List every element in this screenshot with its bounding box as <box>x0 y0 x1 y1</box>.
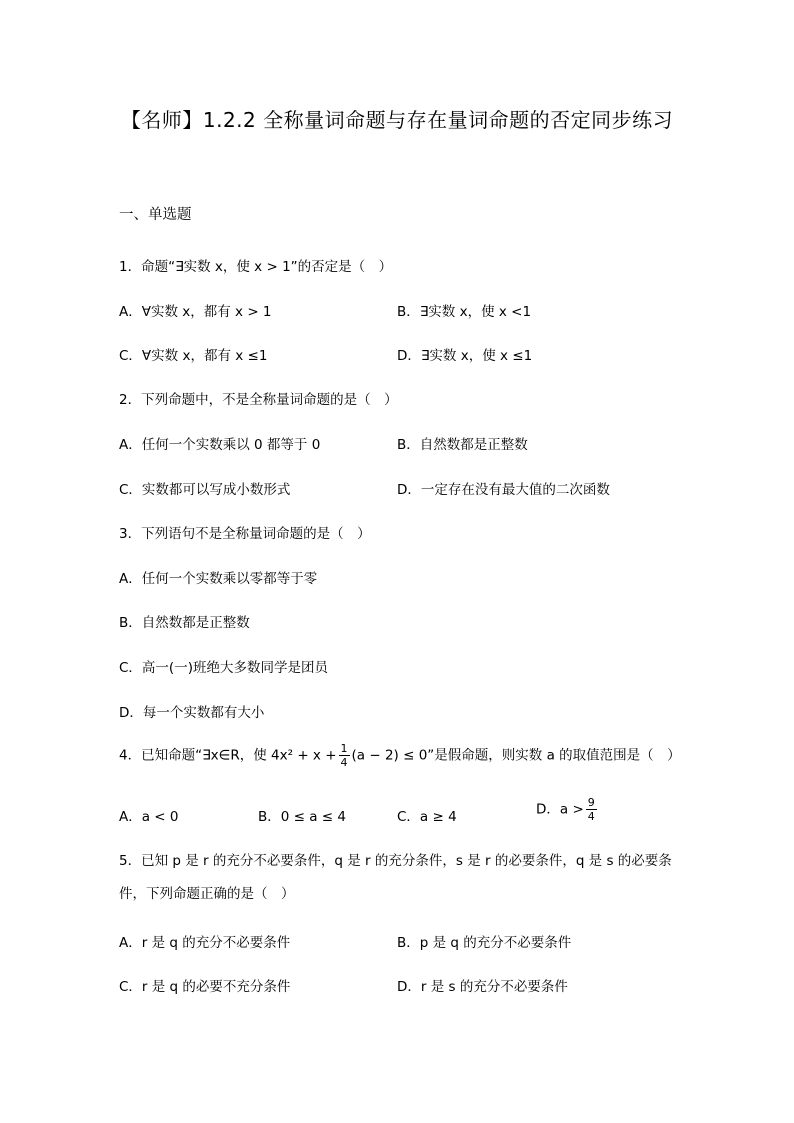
question-4-option-c: C．a ≥ 4 <box>397 809 457 825</box>
question-5-option-c: C．r 是 q 的必要不充分条件 <box>119 979 291 995</box>
question-4-stem <box>119 742 681 769</box>
section-heading: 一、单选题 <box>119 207 192 223</box>
question-3-option-b: B．自然数都是正整数 <box>119 615 250 631</box>
question-1-option-b: B．∃实数 x，使 x <1 <box>397 304 532 320</box>
question-4-option-b: B．0 ≤ a ≤ 4 <box>258 809 347 825</box>
question-2-option-d: D．一定存在没有最大值的二次函数 <box>397 482 610 498</box>
question-4-stem-after: (a − 2) ≤ 0”是假命题，则实数 a 的取值范围是（ ） <box>351 747 681 764</box>
question-3-option-d: D．每一个实数都有大小 <box>119 705 265 721</box>
fraction-numerator: 9 <box>587 796 595 809</box>
question-5-stem: 5．已知 p 是 r 的充分不必要条件，q 是 r 的充分条件，s 是 r 的必要条件，q 是 s 的必要条件，下列命题正确的是（ ） <box>119 853 672 902</box>
question-3-stem: 3．下列语句不是全称量词命题的是（ ） <box>119 526 371 542</box>
question-5-option-a: A．r 是 q 的充分不必要条件 <box>119 935 291 951</box>
question-1-stem: 1．命题“∃实数 x，使 x > 1”的否定是（ ） <box>119 259 393 275</box>
fraction-numerator: 1 <box>340 742 348 755</box>
fraction-denominator: 4 <box>587 810 595 823</box>
question-2-option-c: C．实数都可以写成小数形式 <box>119 482 291 498</box>
fraction-denominator: 4 <box>340 756 348 769</box>
question-1-option-d: D．∃实数 x，使 x ≤1 <box>397 348 533 364</box>
question-3-option-a: A．任何一个实数乘以零都等于零 <box>119 571 318 587</box>
question-5-option-d: D．r 是 s 的充分不必要条件 <box>397 979 568 995</box>
question-3-option-c: C．高一(一)班绝大多数同学是团员 <box>119 660 328 676</box>
question-1-option-c: C．∀实数 x，都有 x ≤1 <box>119 348 268 364</box>
question-4-option-a: A．a < 0 <box>119 809 179 825</box>
question-4-option-d-fraction <box>586 796 597 823</box>
question-4-fraction <box>339 742 350 769</box>
page-title: 【名师】1.2.2 全称量词命题与存在量词命题的否定同步练习 <box>120 108 674 132</box>
question-2-stem: 2．下列命题中，不是全称量词命题的是（ ） <box>119 392 398 408</box>
question-2-option-a: A．任何一个实数乘以 0 都等于 0 <box>119 437 321 453</box>
question-4-stem-before: 4．已知命题“∃x∈R，使 4x² + x + <box>119 747 337 764</box>
question-4-option-d <box>536 796 599 823</box>
question-5-option-b: B．p 是 q 的充分不必要条件 <box>397 935 572 951</box>
question-2-option-b: B．自然数都是正整数 <box>397 437 528 453</box>
question-4-option-d-text: D．a > <box>536 801 584 818</box>
question-1-option-a: A．∀实数 x，都有 x > 1 <box>119 304 272 320</box>
